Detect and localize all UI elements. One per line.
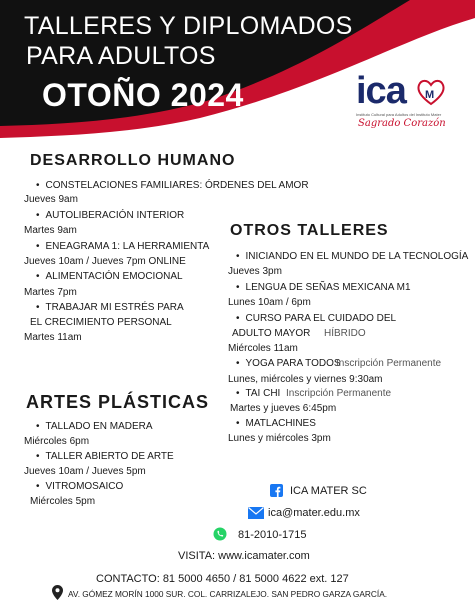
course-matlachines: • MATLACHINES [236, 418, 316, 430]
schedule-autoliberacion: Martes 9am [24, 225, 77, 236]
course-taichi: • TAI CHI [236, 388, 280, 400]
facebook-icon [270, 484, 283, 497]
course-estres: • TRABAJAR MI ESTRÉS PARA [36, 302, 184, 314]
email-icon [248, 507, 264, 519]
heading-desarrollo-humano: DESARROLLO HUMANO [30, 152, 236, 169]
heart-m-icon [416, 76, 446, 108]
schedule-tallado: Miércoles 6pm [24, 436, 90, 447]
season-title: OTOÑO 2024 [42, 77, 244, 113]
svg-text:M: M [425, 89, 435, 101]
ica-logo [352, 70, 457, 142]
schedule-senas: Lunes 10am / 6pm [228, 297, 311, 308]
schedule-taller-abierto: Jueves 10am / Jueves 5pm [24, 466, 146, 477]
course-estres-cont: EL CRECIMIENTO PERSONAL [30, 317, 172, 328]
schedule-estres: Martes 11am [24, 332, 82, 343]
website-visit[interactable]: VISITA: www.icamater.com [178, 550, 310, 562]
contact-phones: CONTACTO: 81 5000 4650 / 81 5000 4622 ext. 127 [96, 573, 349, 585]
course-cuidado-cont: ADULTO MAYOR [232, 328, 311, 339]
schedule-constelaciones: Jueves 9am [24, 194, 78, 205]
schedule-eneagrama: Jueves 10am / Jueves 7pm ONLINE [24, 256, 186, 267]
logo-wordmark: ica [356, 70, 406, 112]
facebook-handle[interactable]: ICA MATER SC [290, 485, 367, 497]
address: AV. GÓMEZ MORÍN 1000 SUR. COL. CARRIZALEJO. SAN PEDRO GARZA GARCÍA. [68, 589, 388, 599]
title-line-2: PARA ADULTOS [26, 42, 216, 70]
course-vitromosaico: • VITROMOSAICO [36, 481, 123, 493]
yoga-inscripcion: Inscripción Permanente [336, 358, 442, 369]
heading-otros-talleres: OTROS TALLERES [230, 222, 389, 239]
course-taller-abierto: • TALLER ABIERTO DE ARTE [36, 451, 174, 463]
hibrido-badge: HÍBRIDO [324, 328, 366, 339]
title-line-1: TALLERES Y DIPLOMADOS [24, 12, 353, 40]
course-alimentacion: • ALIMENTACIÓN EMOCIONAL [36, 271, 183, 283]
phone-number[interactable]: 81-2010-1715 [238, 529, 307, 541]
course-yoga: • YOGA PARA TODOS [236, 358, 341, 370]
course-tallado: • TALLADO EN MADERA [36, 421, 153, 433]
logo-script: Sagrado Corazón [358, 118, 446, 129]
schedule-matlachines: Lunes y miércoles 3pm [228, 433, 331, 444]
email-address[interactable]: ica@mater.edu.mx [268, 507, 360, 519]
schedule-yoga: Lunes, miércoles y viernes 9:30am [228, 374, 383, 385]
schedule-taichi: Martes y jueves 6:45pm [230, 403, 337, 414]
whatsapp-icon [213, 527, 227, 541]
course-autoliberacion: • AUTOLIBERACIÓN INTERIOR [36, 210, 184, 222]
logo-subtitle: Instituto Cultural para Adultos del Instituto Mater [356, 112, 442, 117]
course-cuidado: • CURSO PARA EL CUIDADO DEL [236, 313, 396, 325]
schedule-tecnologia: Jueves 3pm [228, 266, 282, 277]
course-tecnologia: • INICIANDO EN EL MUNDO DE LA TECNOLOGÍA [236, 251, 468, 263]
taichi-inscripcion: Inscripción Permanente [286, 388, 392, 399]
schedule-alimentacion: Martes 7pm [24, 287, 77, 298]
course-senas: • LENGUA DE SEÑAS MEXICANA M1 [236, 282, 411, 294]
heading-artes-plasticas: ARTES PLÁSTICAS [26, 392, 210, 412]
schedule-vitromosaico: Miércoles 5pm [30, 496, 96, 507]
location-pin-icon [52, 585, 63, 600]
schedule-cuidado: Miércoles 11am [228, 343, 298, 354]
course-constelaciones: • CONSTELACIONES FAMILIARES: ÓRDENES DEL AMOR [36, 180, 309, 192]
course-eneagrama: • ENEAGRAMA 1: LA HERRAMIENTA [36, 241, 209, 253]
